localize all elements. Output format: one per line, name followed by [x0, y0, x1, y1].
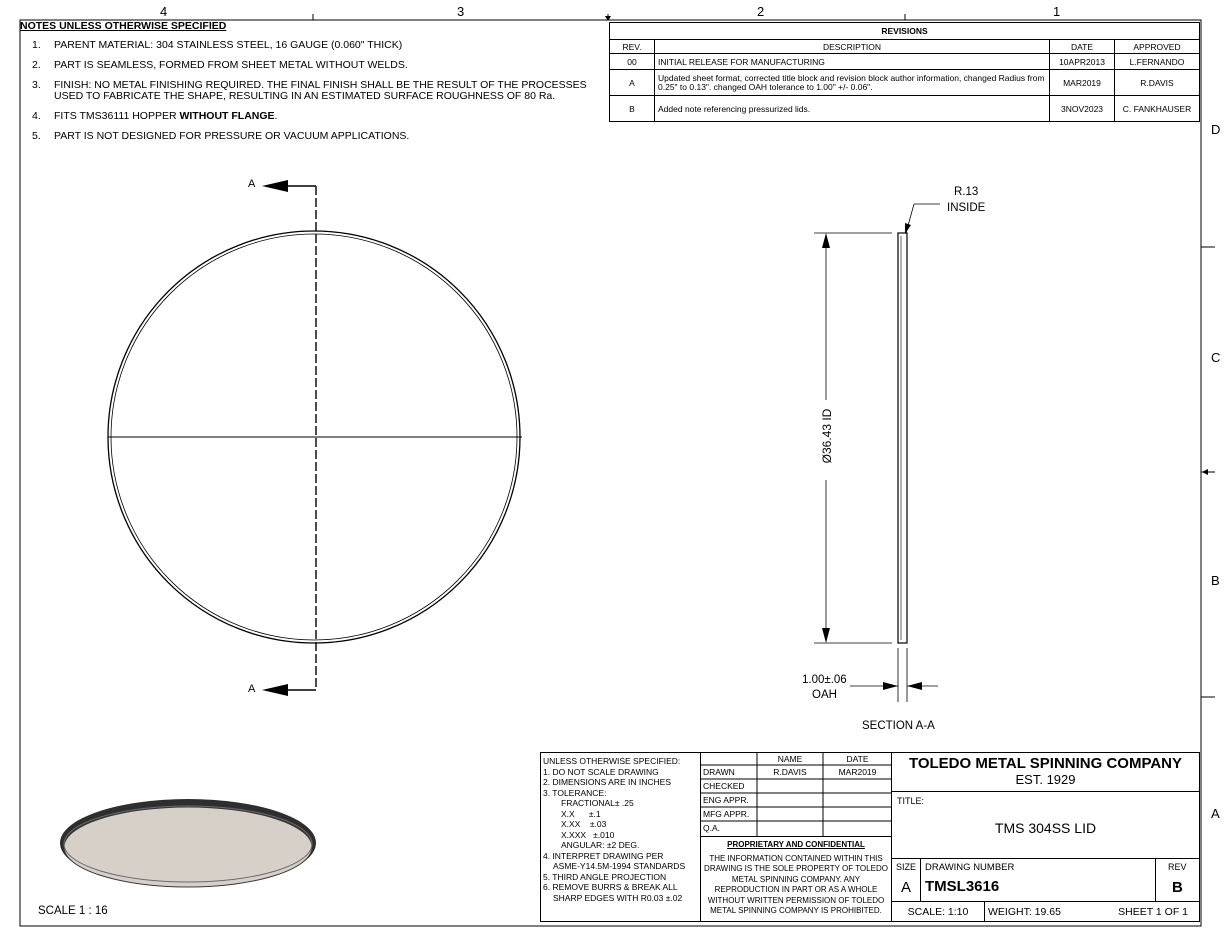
- section-arrow-label-top: A: [248, 178, 256, 190]
- table-row: [610, 96, 1200, 122]
- sign-role: DRAWN: [703, 767, 735, 777]
- general-notes: [20, 20, 600, 151]
- oah-sub-label: OAH: [812, 689, 837, 701]
- zone-label-right-b: B: [1211, 573, 1220, 588]
- zone-label-right-a: A: [1211, 806, 1220, 821]
- oah-label: 1.00±.06: [802, 674, 847, 686]
- tol-line: SHARP EDGES WITH R0.03 ±.02: [553, 892, 683, 903]
- tol-line: 3. TOLERANCE:: [543, 787, 607, 798]
- tol-line: UNLESS OTHERWISE SPECIFIED:: [543, 756, 681, 766]
- notes-title: NOTES UNLESS OTHERWISE SPECIFIED: [20, 20, 227, 32]
- rev-cell-date: 3NOV2023: [1050, 96, 1115, 122]
- zone-label-top-4: 4: [160, 4, 168, 19]
- weight-cell: [984, 901, 1114, 922]
- tol-line: FRACTIONAL± .25: [561, 798, 634, 808]
- tol-line: 1. DO NOT SCALE DRAWING: [543, 766, 659, 777]
- section-title: SECTION A-A: [862, 720, 935, 732]
- revisions-table: [609, 22, 1200, 122]
- diameter-label: Ø36.43 ID: [820, 408, 834, 464]
- tolerance-notes: [540, 752, 701, 922]
- rev-value: B: [1172, 879, 1183, 896]
- drawing-title: TMS 304SS LID: [994, 820, 1097, 836]
- rev-header-rev: REV.: [610, 40, 655, 54]
- rev-cell-rev: A: [610, 70, 655, 96]
- note-number: 3.: [32, 79, 41, 91]
- note-item: [20, 40, 600, 51]
- scale-cell: [891, 901, 985, 922]
- sheet-value: SHEET 1 OF 1: [1118, 906, 1188, 918]
- zone-label-right-d: D: [1211, 122, 1221, 137]
- note-text: FINISH: NO METAL FINISHING REQUIRED. THE FINAL FINISH SHALL BE THE RESULT OF THE PROCESSES USED TO FABRICATE THE SHAPE, RESULTING IN AN ESTIMATED SURFACE ROUGHNESS OF 80 Ra.: [54, 79, 587, 102]
- proprietary-title: PROPRIETARY AND CONFIDENTIAL: [727, 840, 865, 849]
- note-item: [20, 131, 600, 142]
- tol-line: ANGULAR: ±2 DEG.: [561, 840, 640, 850]
- title-block: [540, 752, 1200, 922]
- note-number: 1.: [32, 39, 41, 51]
- sign-role: CHECKED: [703, 781, 745, 791]
- radius-label: R.13: [954, 186, 979, 198]
- rev-header-description: DESCRIPTION: [655, 40, 1050, 54]
- tol-line: X.XX ±.03: [561, 819, 607, 829]
- note-number: 4.: [32, 110, 41, 122]
- tol-line: ASME-Y14.5M-1994 STANDARDS: [553, 861, 686, 871]
- size-cell: [891, 858, 921, 902]
- rev-header-approved: APPROVED: [1115, 40, 1200, 54]
- sign-role: MFG APPR.: [703, 809, 750, 819]
- table-row: [610, 54, 1200, 70]
- tol-line: 6. REMOVE BURRS & BREAK ALL: [543, 882, 678, 892]
- sign-date: MAR2019: [838, 767, 877, 777]
- zone-label-right-c: C: [1211, 350, 1221, 365]
- note-number: 5.: [32, 130, 41, 142]
- drawing-number: TMSL3616: [925, 878, 1000, 895]
- isometric-view: [55, 795, 325, 900]
- rev-cell: [1155, 858, 1200, 902]
- note-text: [54, 111, 600, 122]
- sheet-cell: [1113, 901, 1200, 922]
- size-label: SIZE: [896, 862, 917, 872]
- note-text: PART IS NOT DESIGNED FOR PRESSURE OR VACUUM APPLICATIONS.: [54, 130, 410, 142]
- drawing-number-cell: [920, 858, 1156, 902]
- rev-cell-description: Added note referencing pressurized lids.: [655, 96, 1050, 122]
- note-item: [20, 60, 600, 71]
- sign-role: ENG APPR.: [703, 795, 749, 805]
- rev-cell-approved: R.DAVIS: [1115, 70, 1200, 96]
- note-text: PART IS SEAMLESS, FORMED FROM SHEET METAL WITHOUT WELDS.: [54, 59, 408, 71]
- tol-line: 5. THIRD ANGLE PROJECTION: [543, 871, 667, 882]
- note-text-plain: FITS TMS36111 HOPPER: [54, 110, 180, 122]
- rev-cell-rev: 00: [610, 54, 655, 70]
- note-text-bold: WITHOUT FLANGE: [179, 110, 275, 122]
- tol-line: X.XXX ±.010: [561, 829, 615, 840]
- tol-line: X.X ±.1: [561, 808, 601, 819]
- signature-block: [700, 752, 892, 837]
- sign-role: Q.A.: [703, 823, 721, 833]
- sign-name: R.DAVIS: [773, 767, 807, 777]
- rev-cell-approved: L.FERNANDO: [1115, 54, 1200, 70]
- title-label: TITLE:: [897, 796, 925, 806]
- sign-header-name: NAME: [777, 754, 803, 764]
- size-value: A: [901, 879, 912, 896]
- zone-label-top-3: 3: [457, 4, 465, 19]
- table-row: [610, 70, 1200, 96]
- top-view: [100, 170, 540, 710]
- drawing-number-label: DRAWING NUMBER: [925, 862, 1015, 873]
- rev-label: REV: [1168, 862, 1187, 872]
- scale-value: SCALE: 1:10: [907, 906, 969, 918]
- tol-line: 4. INTERPRET DRAWING PER: [543, 850, 664, 861]
- company-name: TOLEDO METAL SPINNING COMPANY: [908, 755, 1183, 772]
- sign-header-date: DATE: [846, 754, 869, 764]
- note-item: [20, 111, 600, 122]
- weight-value: WEIGHT: 19.65: [988, 906, 1061, 918]
- company-established: EST. 1929: [1015, 772, 1076, 787]
- rev-cell-date: MAR2019: [1050, 70, 1115, 96]
- rev-cell-approved: C. FANKHAUSER: [1115, 96, 1200, 122]
- note-text: PARENT MATERIAL: 304 STAINLESS STEEL, 16 GAUGE (0.060" THICK): [54, 39, 403, 51]
- rev-cell-rev: B: [610, 96, 655, 122]
- note-text-tail: .: [274, 110, 278, 122]
- note-number: 2.: [32, 59, 41, 71]
- rev-cell-description: INITIAL RELEASE FOR MANUFACTURING: [655, 54, 1050, 70]
- rev-cell-description: Updated sheet format, corrected title block and revision block author information, changed Radius from 0.25" to 0.13". changed OAH tolerance to 1.00" +/- 0.06".: [655, 70, 1050, 96]
- title-cell: [891, 791, 1200, 859]
- zone-label-top-1: 1: [1053, 4, 1061, 19]
- section-arrow-label-bottom: A: [248, 683, 256, 695]
- rev-cell-date: 10APR2013: [1050, 54, 1115, 70]
- zone-label-top-2: 2: [757, 4, 765, 19]
- tol-line: 2. DIMENSIONS ARE IN INCHES: [543, 777, 671, 787]
- company-block: [891, 752, 1200, 792]
- proprietary-text: THE INFORMATION CONTAINED WITHIN THIS DRAWING IS THE SOLE PROPERTY OF TOLEDO METAL SPINNING COMPANY. ANY REPRODUCTION IN PART OR AS A WHOLE WITHOUT WRITTEN PERMISSION OF TOLEDO METAL SPINNING COMPANY IS PROHIBITED.: [704, 853, 888, 915]
- revisions-title: REVISIONS: [610, 23, 1200, 40]
- proprietary-block: [700, 836, 892, 922]
- iso-scale-label: SCALE 1 : 16: [38, 905, 108, 917]
- note-item: [20, 80, 600, 102]
- radius-sub-label: INSIDE: [947, 202, 986, 214]
- rev-header-date: DATE: [1050, 40, 1115, 54]
